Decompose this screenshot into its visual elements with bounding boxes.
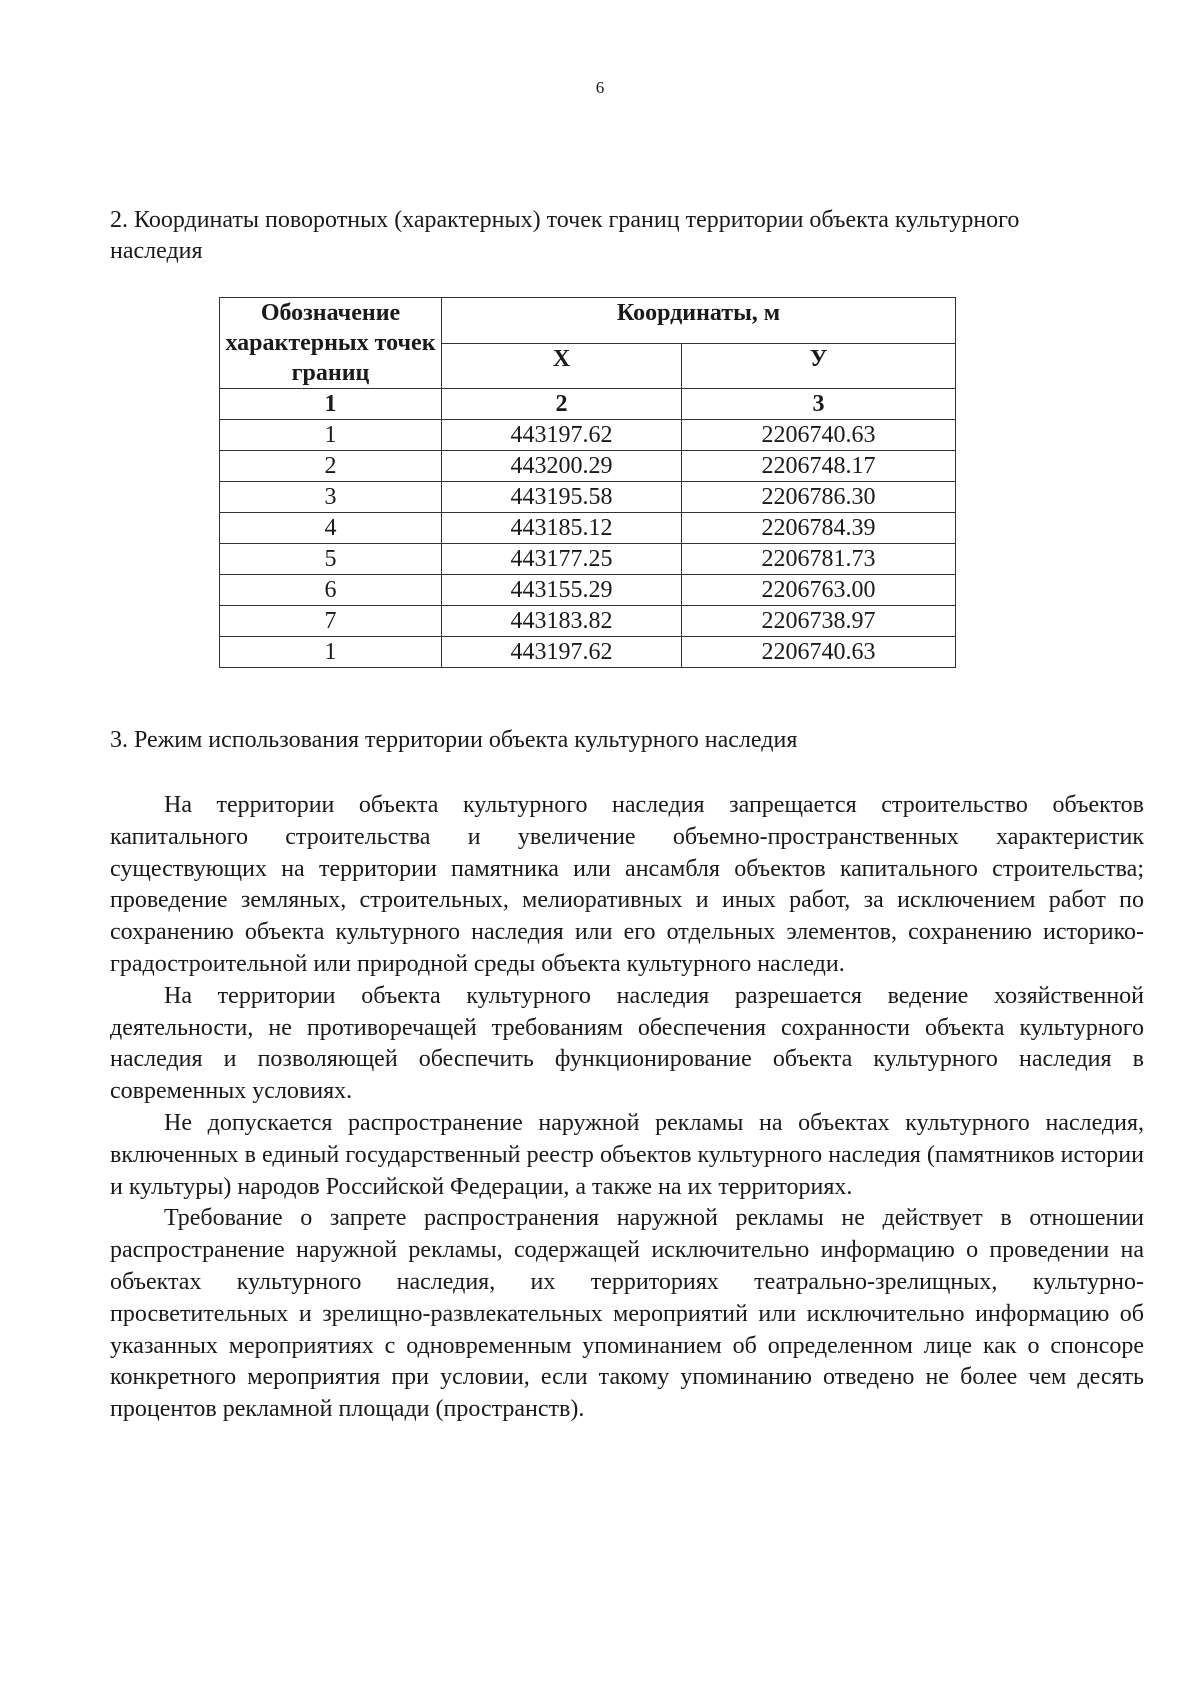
y-cell: 2206786.30 [682,482,956,513]
y-cell: 2206781.73 [682,544,956,575]
boundary-coordinates-table [219,297,956,668]
column-number: 1 [220,389,442,420]
usage-regime-text [110,790,1144,1426]
point-cell: 4 [220,513,442,544]
table-row [220,451,956,482]
x-cell: 443177.25 [442,544,682,575]
column-number: 2 [442,389,682,420]
y-cell: 2206738.97 [682,606,956,637]
paragraph: Требование о запрете распространения наружной рекламы не действует в отношении распространение наружной рекламы, содержащей исключительно информацию о проведении на объектах культурного наследия, их территориях театрально-зрелищных, культурно-просветительных и зрелищно-развлекательных мероприятий или исключительно информацию об указанных мероприятиях с одновременным упоминанием об определенном лице как о спонсоре конкретного мероприятия при условии, если такому упоминанию отведено не более чем десять процентов рекламной площади (пространств). [110,1205,1144,1423]
table-row [220,544,956,575]
paragraph: На территории объекта культурного наследия разрешается ведение хозяйственной деятельности, не противоречащей требованиям обеспечения сохранности объекта культурного наследия и позволяющей обеспечить функционирование объекта культурного наследия в современных условиях. [110,982,1144,1105]
coordinates-header: Координаты, м [442,298,956,344]
point-cell: 6 [220,575,442,606]
coordinates-body [220,420,956,668]
y-cell: 2206740.63 [682,420,956,451]
y-cell: 2206763.00 [682,575,956,606]
table-row [220,482,956,513]
point-cell: 5 [220,544,442,575]
table-row [220,606,956,637]
page-number: 6 [595,78,605,97]
column-number: 3 [682,389,956,420]
y-cell: 2206784.39 [682,513,956,544]
x-header: X [442,343,682,389]
x-cell: 443155.29 [442,575,682,606]
x-cell: 443197.62 [442,420,682,451]
paragraph: На территории объекта культурного наследия запрещается строительство объектов капитального строительства и увеличение объемно-пространственных характеристик существующих на территории памятника или ансамбля объектов капитального строительства; проведение земляных, строительных, мелиоративных и иных работ, за исключением работ по сохранению объекта культурного наследия или его отдельных элементов, сохранению историко-градостроительной или природной среды объекта культурного наследи. [110,792,1144,977]
point-designation-header: Обозначение характерных точек границ [220,298,442,389]
x-cell: 443197.62 [442,637,682,668]
paragraph: Не допускается распространение наружной рекламы на объектах культурного наследия, включенных в единый государственный реестр объектов культурного наследия (памятников истории и культуры) народов Российской Федерации, а также на их территориях. [110,1109,1144,1200]
section-2-heading: 2. Координаты поворотных (характерных) точек границ территории объекта культурного наследия [110,207,1020,264]
y-cell: 2206748.17 [682,451,956,482]
point-cell: 1 [220,637,442,668]
x-cell: 443185.12 [442,513,682,544]
y-cell: 2206740.63 [682,637,956,668]
table-row [220,637,956,668]
section-3-heading: 3. Режим использования территории объекта культурного наследия [110,727,798,753]
point-cell: 2 [220,451,442,482]
table-row [220,575,956,606]
x-cell: 443200.29 [442,451,682,482]
point-cell: 3 [220,482,442,513]
x-cell: 443183.82 [442,606,682,637]
table-row [220,513,956,544]
y-header: У [682,343,956,389]
point-cell: 7 [220,606,442,637]
point-cell: 1 [220,420,442,451]
x-cell: 443195.58 [442,482,682,513]
table-row [220,420,956,451]
column-number-row [220,389,956,420]
